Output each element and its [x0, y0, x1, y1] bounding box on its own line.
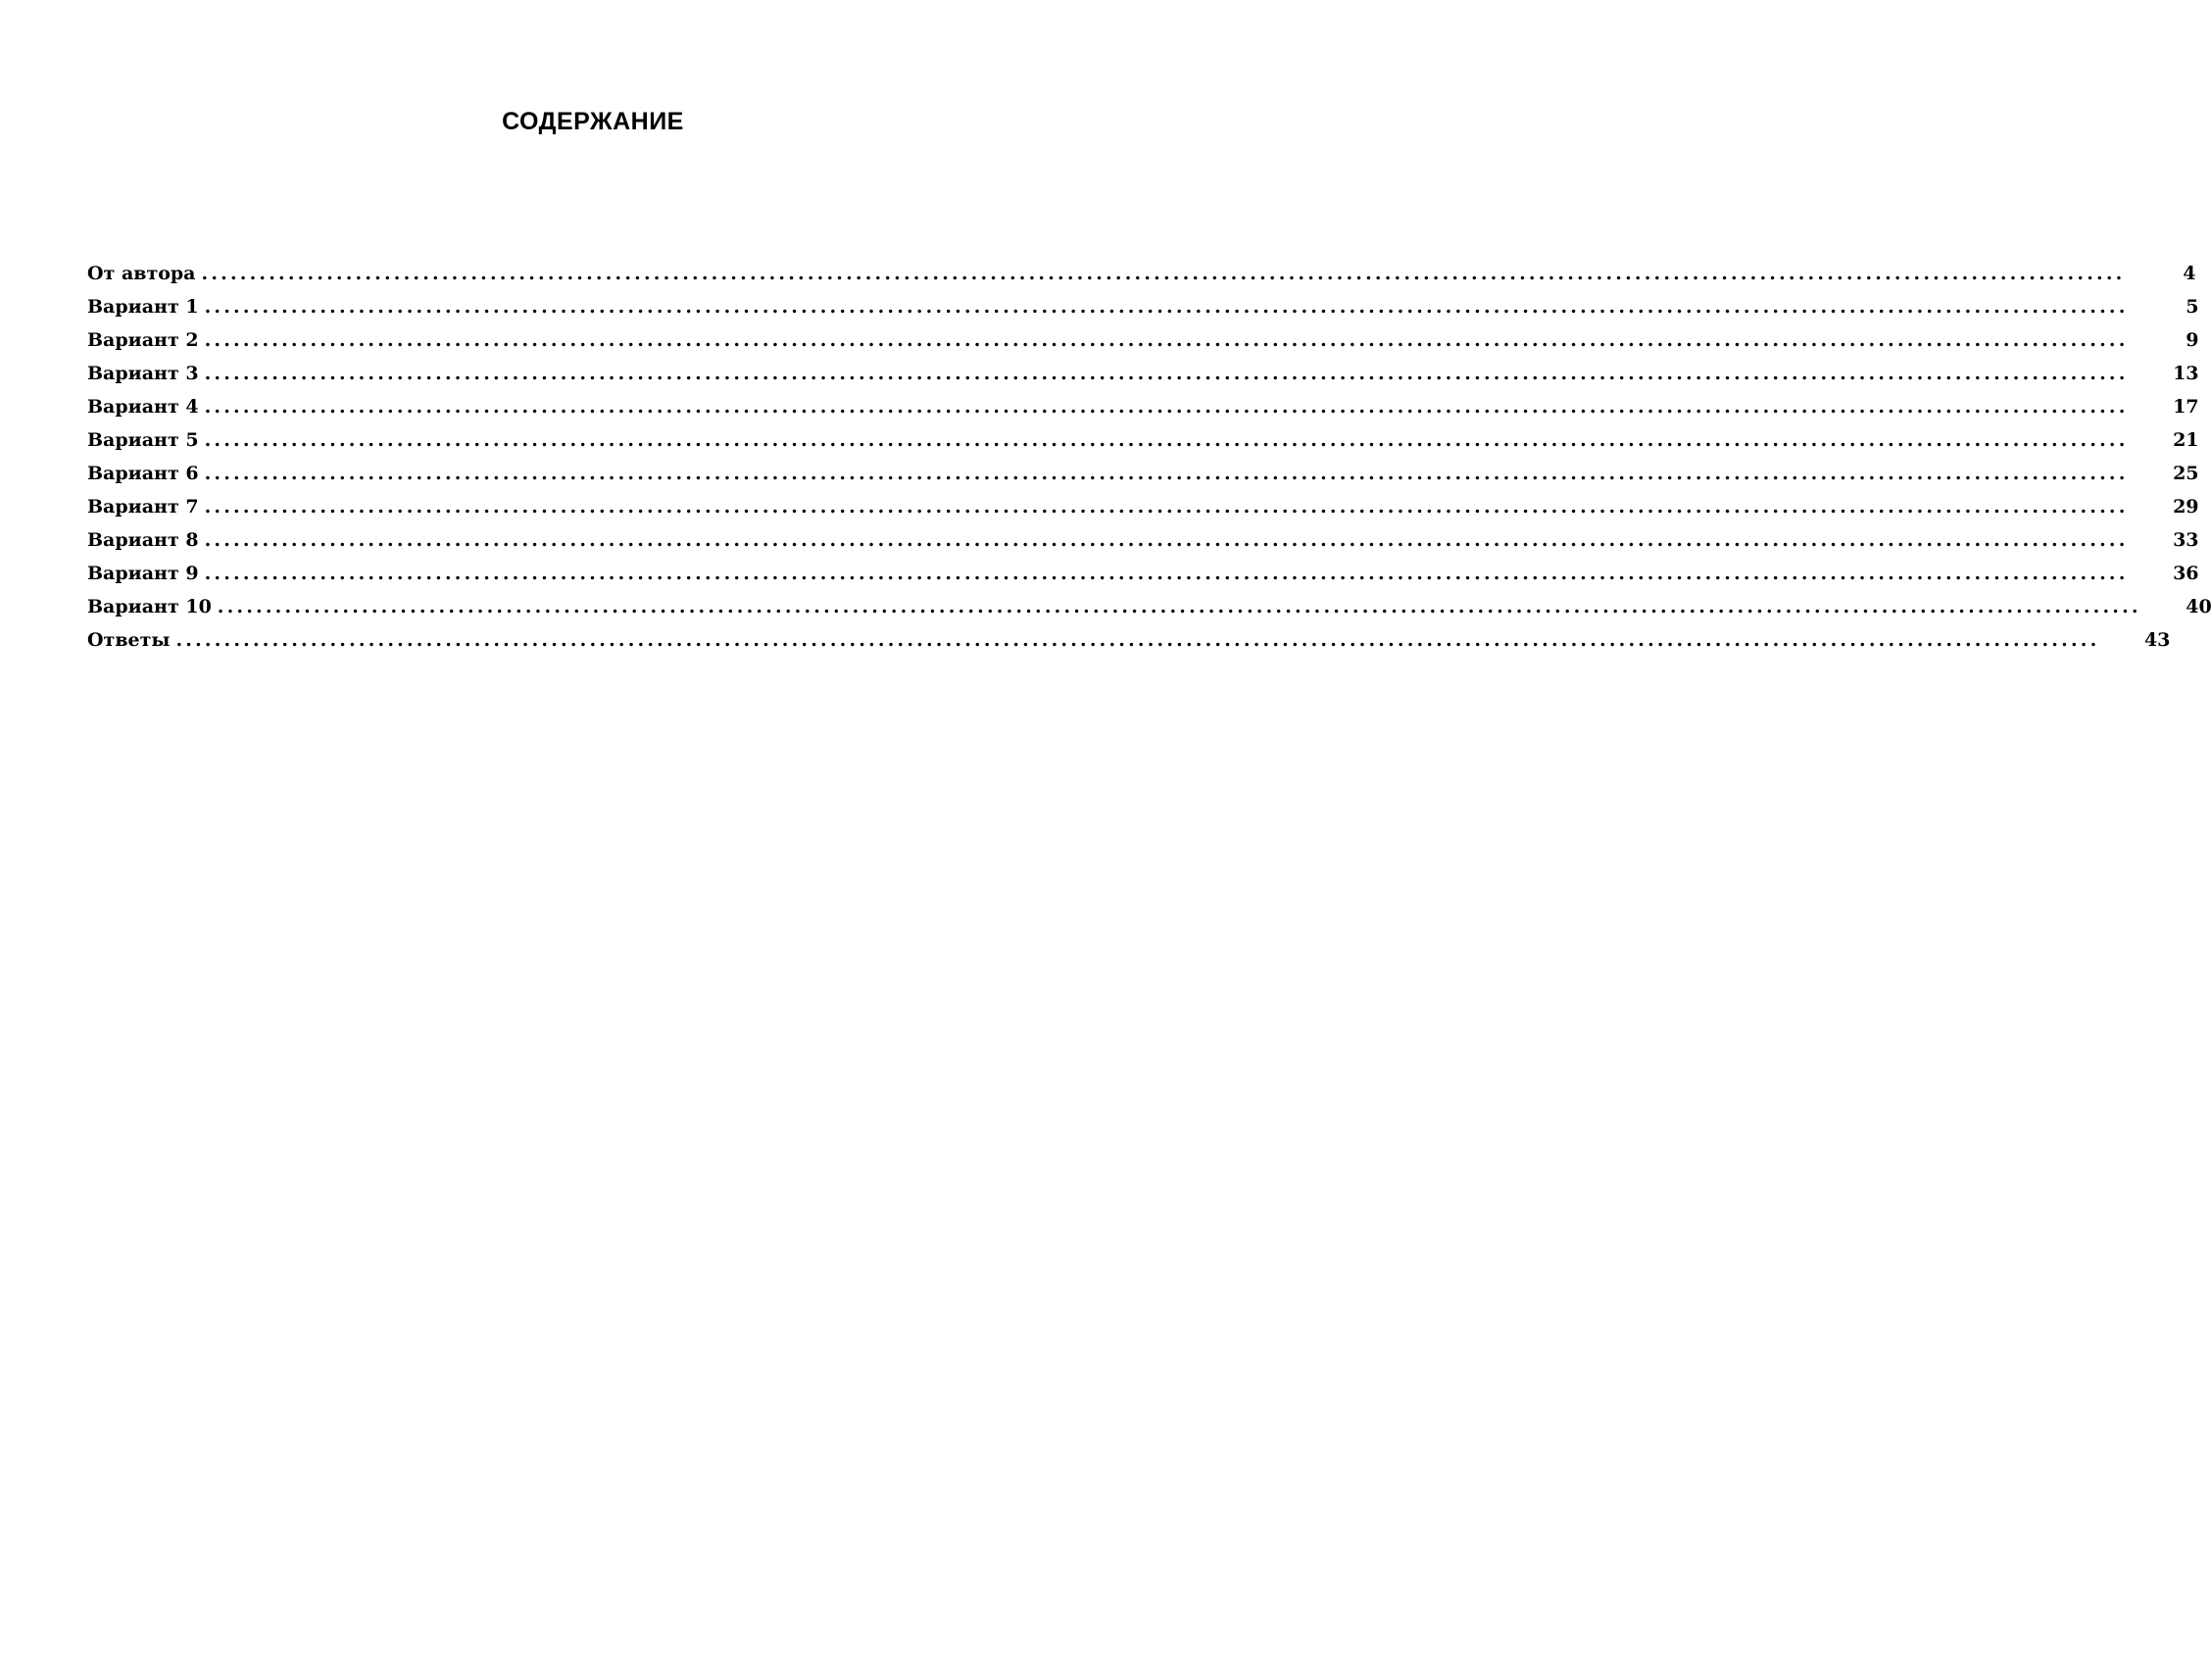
- dot-leader: ........................................................................................................................................................................................................: [204, 396, 2129, 418]
- toc-entry-variant-4: [87, 396, 2199, 429]
- toc-entry-label: Ответы: [87, 629, 171, 651]
- dot-leader: ........................................................................................................................................................................................................: [204, 296, 2129, 318]
- toc-entry-variant-8: [87, 529, 2199, 563]
- toc-entry-page: 33: [2173, 529, 2199, 551]
- dot-leader: ........................................................................................................................................................................................................: [217, 596, 2141, 617]
- dot-leader: ........................................................................................................................................................................................................: [204, 529, 2129, 551]
- toc-entry-label: Вариант 4: [87, 396, 199, 418]
- dot-leader: ........................................................................................................................................................................................................: [204, 429, 2129, 451]
- toc-entry-variant-10: [87, 596, 2212, 629]
- toc-entry-page: 29: [2173, 496, 2199, 518]
- toc-entry-label: Вариант 10: [87, 596, 212, 617]
- dot-leader: ........................................................................................................................................................................................................: [204, 463, 2129, 484]
- toc-entry-label: Вариант 2: [87, 329, 199, 351]
- toc-entry-variant-7: [87, 496, 2199, 529]
- toc-entry-variant-5: [87, 429, 2199, 463]
- toc-entry-page: 21: [2173, 429, 2199, 451]
- dot-leader: ........................................................................................................................................................................................................: [204, 563, 2129, 584]
- dot-leader: ........................................................................................................................................................................................................: [201, 263, 2126, 284]
- toc-entry-page: 5: [2186, 296, 2199, 318]
- toc-entry-page: 9: [2186, 329, 2199, 351]
- dot-leader: ........................................................................................................................................................................................................: [175, 629, 2100, 651]
- dot-leader: ........................................................................................................................................................................................................: [204, 329, 2129, 351]
- toc-entry-label: Вариант 3: [87, 363, 199, 384]
- toc-entry-variant-3: [87, 363, 2199, 396]
- toc-entry-label: Вариант 6: [87, 463, 199, 484]
- toc-entry-label: От автора: [87, 263, 196, 284]
- toc-entry-label: Вариант 5: [87, 429, 199, 451]
- dot-leader: ........................................................................................................................................................................................................: [204, 363, 2129, 384]
- toc-entry-variant-6: [87, 463, 2199, 496]
- toc-entry-page: 25: [2173, 463, 2199, 484]
- toc-entry-page: 36: [2173, 563, 2199, 584]
- toc-entry-variant-1: [87, 296, 2199, 329]
- toc-entry-label: Вариант 9: [87, 563, 199, 584]
- dot-leader: ........................................................................................................................................................................................................: [204, 496, 2129, 518]
- toc-entry-label: Вариант 8: [87, 529, 199, 551]
- toc-entry-page: 43: [2143, 629, 2171, 651]
- toc-entry-page: 4: [2183, 263, 2196, 284]
- toc-entry-foreword: [87, 263, 2196, 296]
- toc-entry-variant-9: [87, 563, 2199, 596]
- toc-entry-label: Вариант 1: [87, 296, 199, 318]
- toc-entry-page: 17: [2173, 396, 2199, 418]
- toc-entry-page: 13: [2173, 363, 2199, 384]
- table-of-contents: [87, 263, 2212, 663]
- toc-entry-variant-2: [87, 329, 2199, 363]
- toc-entry-page: 40: [2186, 596, 2212, 617]
- toc-entry-label: Вариант 7: [87, 496, 199, 518]
- toc-entry-answers: [87, 629, 2171, 663]
- page-title: СОДЕРЖАНИЕ: [502, 108, 684, 135]
